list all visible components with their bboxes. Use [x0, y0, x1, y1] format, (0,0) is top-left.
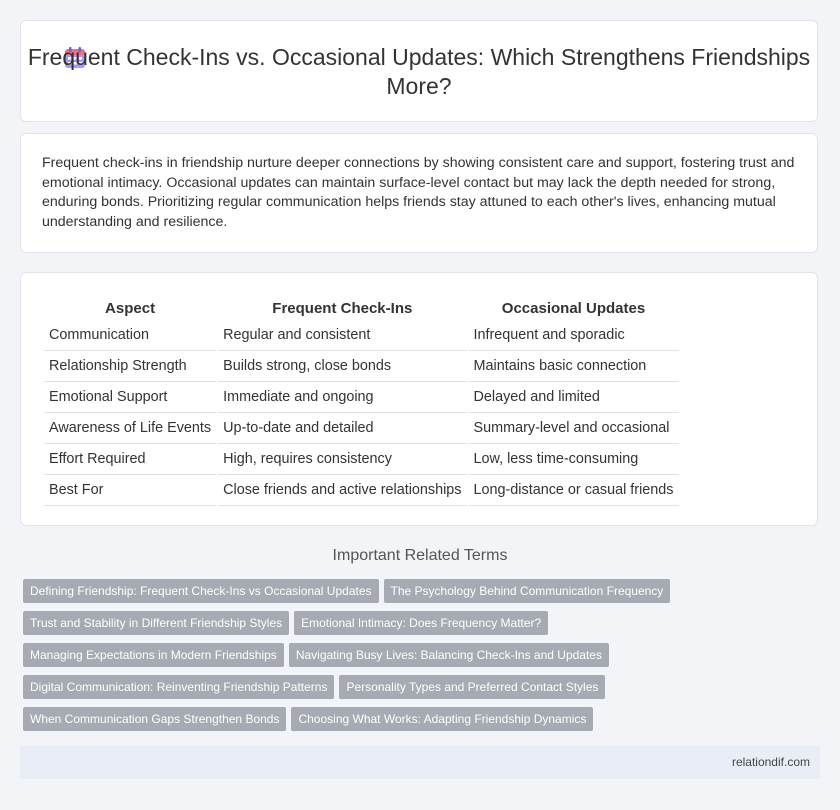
table-row [44, 444, 679, 475]
column-header: Frequent Check-Ins [272, 299, 413, 317]
table-cell: Long-distance or casual friends [469, 475, 679, 506]
comparison-table [42, 294, 681, 506]
table-cell: Up-to-date and detailed [218, 413, 466, 444]
related-term-link[interactable]: The Psychology Behind Communication Frequency [384, 579, 671, 603]
table-cell: Delayed and limited [469, 382, 679, 413]
table-cell: Best For [44, 475, 216, 506]
table-cell: Close friends and active relationships [218, 475, 466, 506]
table-cell: Communication [44, 320, 216, 351]
title-card [20, 20, 818, 122]
table-row [44, 475, 679, 506]
table-cell: Awareness of Life Events [44, 413, 216, 444]
related-term-link[interactable]: Digital Communication: Reinventing Friendship Patterns [23, 675, 334, 699]
table-cell: Relationship Strength [44, 351, 216, 382]
table-row [44, 413, 679, 444]
table-cell: Low, less time-consuming [469, 444, 679, 475]
page-title: Frequent Check-Ins vs. Occasional Updates: Which Strengthens Friendships More? [27, 44, 811, 99]
table-cell: Effort Required [44, 444, 216, 475]
table-cell: Infrequent and sporadic [469, 320, 679, 351]
table-header-row [44, 294, 679, 320]
related-term-link[interactable]: When Communication Gaps Strengthen Bonds [23, 707, 286, 731]
related-term-link[interactable]: Trust and Stability in Different Friendship Styles [23, 611, 289, 635]
intro-card [20, 133, 818, 253]
related-term-link[interactable]: Emotional Intimacy: Does Frequency Matter? [294, 611, 548, 635]
related-term-link[interactable]: Choosing What Works: Adapting Friendship Dynamics [291, 707, 593, 731]
comparison-card [20, 272, 818, 526]
table-cell: Builds strong, close bonds [218, 351, 466, 382]
related-term-link[interactable]: Defining Friendship: Frequent Check-Ins vs Occasional Updates [23, 579, 379, 603]
table-cell: High, requires consistency [218, 444, 466, 475]
related-terms-list [23, 579, 723, 739]
related-term-link[interactable]: Navigating Busy Lives: Balancing Check-Ins and Updates [289, 643, 609, 667]
site-link[interactable]: relationdif.com [731, 755, 810, 769]
table-cell: Summary-level and occasional [469, 413, 679, 444]
table-cell: Emotional Support [44, 382, 216, 413]
table-cell: Maintains basic connection [469, 351, 679, 382]
table-row [44, 320, 679, 351]
column-header: Occasional Updates [501, 299, 646, 317]
column-header: Aspect [105, 299, 156, 317]
related-terms-heading: Important Related Terms [332, 547, 508, 564]
related-term-link[interactable]: Managing Expectations in Modern Friendships [23, 643, 284, 667]
table-cell: Immediate and ongoing [218, 382, 466, 413]
related-term-link[interactable]: Personality Types and Preferred Contact Styles [339, 675, 605, 699]
table-row [44, 351, 679, 382]
intro-paragraph: Frequent check-ins in friendship nurture deeper connections by showing consistent care and support, fostering trust and emotional intimacy. Occasional updates can maintain surface-level contact but may lack the depth needed for strong, enduring bonds. Prioritizing regular communication helps friends stay attuned to each other's lives, enhancing mutual understanding and resilience. [42, 155, 795, 230]
footer [20, 746, 820, 779]
table-row [44, 382, 679, 413]
table-cell: Regular and consistent [218, 320, 466, 351]
